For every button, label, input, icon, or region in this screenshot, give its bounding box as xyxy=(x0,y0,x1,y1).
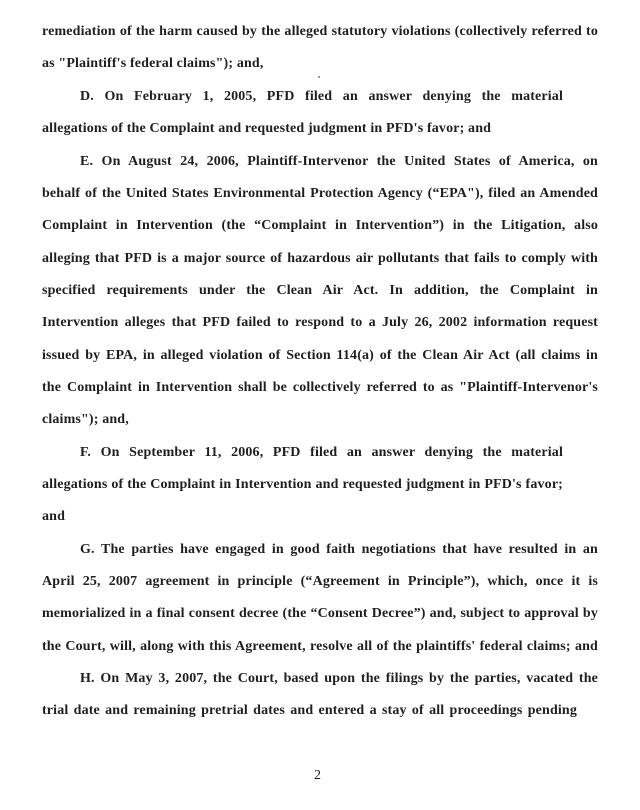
paragraph-g-line: memorialized in a final consent decree (the “Consent Decree”) and, subject to approval by xyxy=(42,606,598,621)
scan-speck xyxy=(318,76,320,78)
paragraph-f-line: allegations of the Complaint in Intervention and requested judgment in PFD's favor; xyxy=(42,477,563,492)
paragraph-d-line: allegations of the Complaint and requested judgment in PFD's favor; and xyxy=(42,121,492,136)
paragraph-e-line: claims"); and, xyxy=(42,412,129,427)
paragraph-e-line: Intervention alleges that PFD failed to respond to a July 26, 2002 information request xyxy=(42,315,598,330)
paragraph-f-line: and xyxy=(42,509,66,524)
paragraph-c-line: as "Plaintiff's federal claims"); and, xyxy=(42,56,264,71)
paragraph-d-line: D. On February 1, 2005, PFD filed an answer denying the material xyxy=(80,89,563,104)
paragraph-g-line: the Court, will, along with this Agreement, resolve all of the plaintiffs' federal claims; and xyxy=(42,639,598,654)
paragraph-c-line: remediation of the harm caused by the alleged statutory violations (collectively referred to xyxy=(42,24,598,39)
paragraph-e-line: alleging that PFD is a major source of hazardous air pollutants that fails to comply with xyxy=(42,251,598,266)
paragraph-e-line: the Complaint in Intervention shall be collectively referred to as "Plaintiff-Intervenor's xyxy=(42,380,598,395)
paragraph-f-line: F. On September 11, 2006, PFD filed an answer denying the material xyxy=(80,445,563,460)
paragraph-g-line: April 25, 2007 agreement in principle (“Agreement in Principle”), which, once it is xyxy=(42,574,598,589)
paragraph-h-line: H. On May 3, 2007, the Court, based upon the filings by the parties, vacated the xyxy=(80,671,598,686)
page-number: 2 xyxy=(314,768,322,783)
paragraph-e-line: behalf of the United States Environmental Protection Agency (“EPA"), filed an Amended xyxy=(42,186,598,201)
paragraph-e-line: issued by EPA, in alleged violation of Section 114(a) of the Clean Air Act (all claims in xyxy=(42,348,598,363)
paragraph-e-line: Complaint in Intervention (the “Complaint in Intervention”) in the Litigation, also xyxy=(42,218,598,233)
paragraph-g-line: G. The parties have engaged in good faith negotiations that have resulted in an xyxy=(80,542,598,557)
paragraph-e-line: specified requirements under the Clean Air Act. In addition, the Complaint in xyxy=(42,283,598,298)
paragraph-h-line: trial date and remaining pretrial dates and entered a stay of all proceedings pending xyxy=(42,703,577,718)
paragraph-e-line: E. On August 24, 2006, Plaintiff-Intervenor the United States of America, on xyxy=(80,154,598,169)
